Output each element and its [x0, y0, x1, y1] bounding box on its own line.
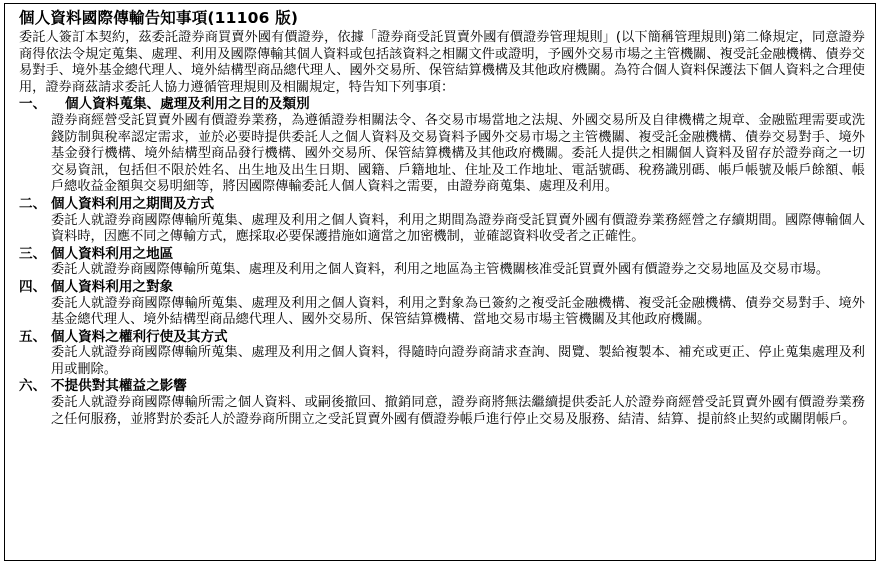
section-4 [19, 279, 865, 329]
section-title: 個人資料之權利行使及其方式 [50, 328, 228, 345]
section-body: 委託人就證券商國際傳輸所蒐集、處理及利用之個人資料，得隨時向證券商請求查詢、閱覽、製給複製本、補充或更正、停止蒐集處理及利用或刪除。 [51, 345, 865, 377]
section-number: 一、 [19, 96, 47, 113]
section-heading [19, 246, 865, 263]
section-number: 二、 [19, 195, 47, 212]
section-title: 個人資料蒐集、處理及利用之目的及類別 [65, 96, 310, 113]
document-title: 個人資料國際傳輸告知事項(11106 版) [19, 9, 299, 27]
notice-box [4, 3, 876, 561]
section-3 [19, 246, 865, 279]
section-heading [19, 378, 865, 395]
section-body: 委託人就證券商國際傳輸所蒐集、處理及利用之個人資料，利用之期間為證券商受託買賣外國有價證券業務經營之存續期間。國際傳輸個人資料時，因應不同之傳輸方式，應採取必要保護措施如適當之加密機制，並確認資料收受者之正確性。 [51, 212, 865, 245]
section-number: 三、 [19, 245, 47, 262]
section-6 [19, 378, 865, 428]
section-body: 委託人就證券商國際傳輸所蒐集、處理及利用之個人資料，利用之地區為主管機關核准受託買賣外國有價證券之交易地區及交易市場。 [51, 262, 830, 278]
section-title: 個人資料利用之期間及方式 [50, 195, 215, 212]
section-number: 五、 [19, 328, 47, 345]
section-title: 個人資料利用之對象 [50, 278, 174, 295]
section-body: 委託人就證券商國際傳輸所需之個人資料、或嗣後撤回、撤銷同意，證券商將無法繼續提供委託人於證券商經營受託買賣外國有價證券業務之任何服務，並將對於委託人於證券商所開立之受託買賣外國有價證券帳戶進行停止交易及服務、結清、結算、提前終止契約或關閉帳戶。 [51, 395, 865, 427]
section-heading [19, 329, 865, 346]
section-title: 個人資料利用之地區 [50, 245, 174, 262]
section-5 [19, 329, 865, 379]
section-heading [19, 96, 865, 113]
section-body: 證券商經營受託買賣外國有價證券業務，為遵循證券相關法令、各交易市場當地之法規、外國交易所及自律機構之規章、金融監理需要或洗錢防制與稅率認定需求，並於必要時提供委託人之個人資料及交易資料予國外交易市場之主管機關、複受託金融機構、債券交易對手、境外基金發行機構、境外結構型商品發行機構、國外交易所、保管結算機構及其他政府機關。委託人提供之相關個人資料及留存於證券商之一切交易資訊，包括但不限於姓名、出生地及出生日期、國籍、戶籍地址、住址及工作地址、電話號碼、稅務識別碼、帳戶帳號及帳戶餘額、帳戶總收益金額與交易明細等，將因國際傳輸委託人個人資料之需要，由證券商蒐集、處理及利用。 [51, 112, 865, 195]
section-number: 六、 [19, 378, 47, 395]
section-1 [19, 96, 865, 196]
section-heading [19, 279, 865, 296]
section-title: 不提供對其權益之影響 [50, 378, 187, 395]
section-2 [19, 196, 865, 246]
section-number: 四、 [19, 278, 47, 295]
section-body: 委託人就證券商國際傳輸所蒐集、處理及利用之個人資料，利用之對象為已簽約之複受託金融機構、複受託金融機構、債券交易對手、境外基金總代理人、境外結構型商品總代理人、國外交易所、保管結算機構、當地交易市場主管機關及其他政府機關。 [51, 295, 865, 328]
intro-paragraph: 委託人簽訂本契約，茲委託證券商買賣外國有價證券，依據「證券商受託買賣外國有價證券管理規則」(以下簡稱管理規則)第二條規定，同意證券商得依法令規定蒐集、處理、利用及國際傳輸其個人資料或包括該資料之相關文件或證明，予國外交易市場之主管機關、複受託金融機構、債券交易對手、境外基金總代理人、境外結構型商品總代理人、國外交易所、保管結算機構及其他政府機關。為符合個人資料保護法下個人資料之合理使用，證券商茲請求委託人協力遵循管理規則及相關規定，特告知下列事項： [19, 30, 865, 95]
section-heading [19, 196, 865, 213]
